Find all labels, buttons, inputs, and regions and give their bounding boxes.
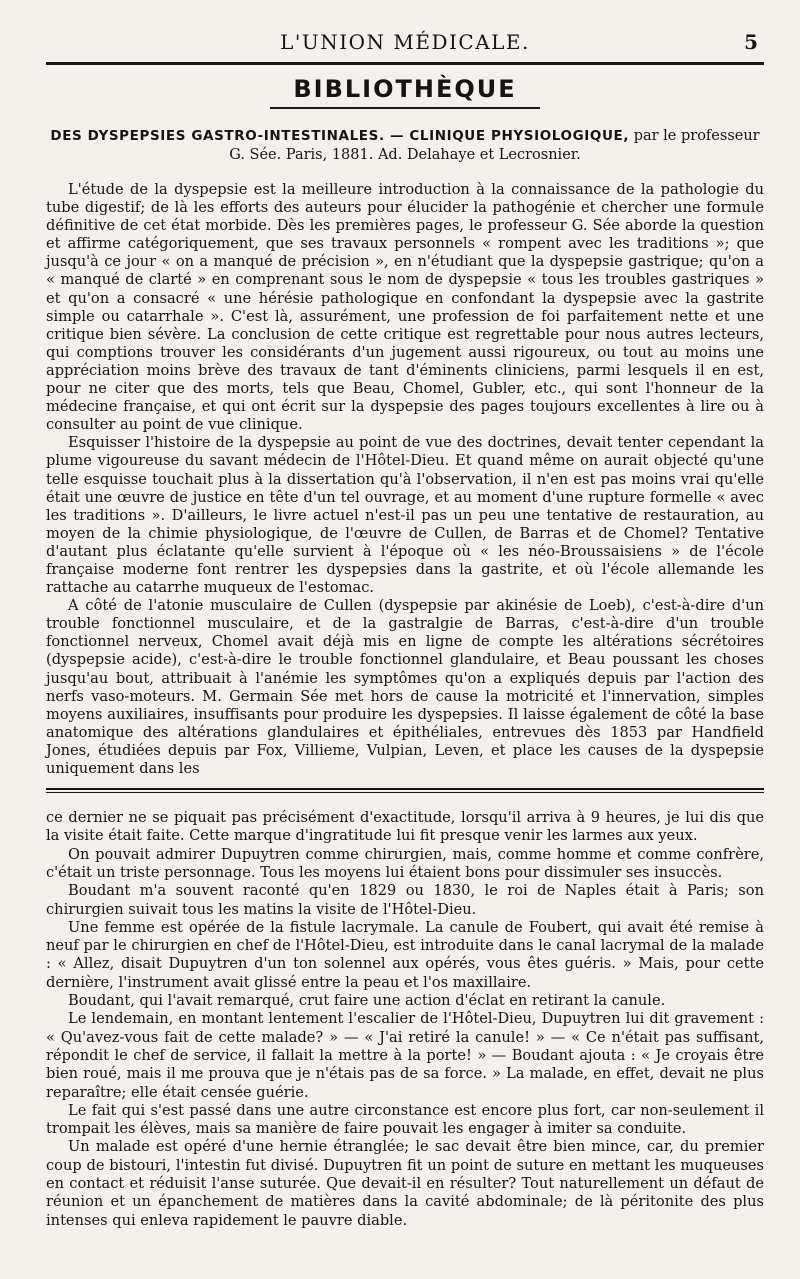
feuilleton-paragraph: Le lendemain, en montant lentement l'escalier de l'Hôtel-Dieu, Dupuytren lui dit gravement : « Qu'avez-vous fait de cette malade? » — « J'ai retiré la canule! » — « Ce n'était pas suffisant, répondit le chef de service, il fallait la mettre à la porte! » — Boudant ajouta : « Je croyais être bien roué, mais il me prouva que je n'étais pas de sa force. » La malade, en effet, devait ne plus reparaître; elle était censée guérie. [46,1010,764,1101]
feuilleton-paragraph: Boudant, qui l'avait remarqué, crut faire une action d'éclat en retirant la canule. [68,992,666,1010]
running-title: L'UNION MÉDICALE. [280,30,530,54]
feuilleton-paragraph: On pouvait admirer Dupuytren comme chirurgien, mais, comme homme et comme confrère, c'était un triste personnage. Tous les moyens lui étaient bons pour dissimuler ses insuccès. [46,845,764,881]
review-body [46,181,764,778]
running-header [46,0,764,62]
feuilleton-paragraph: Un malade est opéré d'une hernie étranglée; le sac devait être bien mince, car, du premier coup de bistouri, l'intestin fut divisé. Dupuytren fit un point de suture en mettant les muqueuses en contact et réduisit l'anse suturée. Que devait-il en résulter? Tout naturellement un défaut de réunion et un épanchement de matières dans la cavité abdominale; de là péritonite des plus intenses qui enleva rapidement le pauvre diable. [46,1138,764,1229]
review-book-author-prefix: par le professeur [633,128,760,144]
review-paragraph: A côté de l'atonie musculaire de Cullen (dyspepsie par akinésie de Loeb), c'est-à-dire d'un trouble fonctionnel musculaire, et de la gastralgie de Barras, c'est-à-dire d'un trouble fonctionnel nerveux, Chomel avait déjà mis en ligne de compte les altérations sécrétoires (dyspepsie acide), c'est-à-dire le trouble fonctionnel glandulaire, et Beau poussant les choses jusqu'au bout, attribuait à l'anémie les symptômes qu'on a expliqués depuis par l'action des nerfs vaso-moteurs. M. Germain Sée met hors de cause la motricité et l'innervation, simples moyens auxiliaires, insuffisants pour produire les dyspepsies. Il laisse également de côté la base anatomique des altérations glandulaires et épithéliales, entrevues dès 1853 par Handfield Jones, étudiées depuis par Fox, Villieme, Vulpian, Leven, et place les causes de la dyspepsie uniquement dans les [46,597,764,777]
section-title: BIBLIOTHÈQUE [293,75,517,103]
header-rule [46,62,764,65]
feuilleton-paragraph: Une femme est opérée de la fistule lacrymale. La canule de Foubert, qui avait été remise à neuf par le chirurgien en chef de l'Hôtel-Dieu, est introduite dans le canal lacrymal de la malade : « Allez, disait Dupuytren d'un ton solennel aux opérés, vous êtes guéris. » Mais, pour cette dernière, l'instrument avait glissé entre la peau et l'os maxillaire. [46,918,764,991]
feuilleton-body [46,809,764,1230]
review-paragraph: Esquisser l'histoire de la dyspepsie au point de vue des doctrines, devait tenter cependant la plume vigoureuse du savant médecin de l'Hôtel-Dieu. Et quand même on aurait objecté qu'une telle esquisse touchait plus à la dissertation qu'à l'observation, il n'en est pas moins vrai qu'elle était une œuvre de justice en tête d'un tel ouvrage, et au moment d'une rupture formelle « avec les traditions ». D'ailleurs, le livre actuel n'est-il pas un peu une tentative de restauration, au moyen de la chimie physiologique, de l'œuvre de Cullen, de Barras et de Chomel? Tentative d'autant plus éclatante qu'elle survient à l'époque où « les néo-Broussaisiens » de l'école française moderne font rentrer les dyspepsies dans la gastrite, et où l'école allemande les rattache au catarrhe muqueux de l'estomac. [46,434,764,597]
review-book-title: DES DYSPEPSIES GASTRO-INTESTINALES. — CLINIQUE PHYSIOLOGIQUE, [50,128,630,144]
feuilleton-paragraph: Le fait qui s'est passé dans une autre circonstance est encore plus fort, car non-seulement il trompait les élèves, mais sa manière de faire pouvait les engager à imiter sa conduite. [46,1101,764,1138]
page-number: 5 [744,30,758,54]
review-heading [46,127,764,165]
feuilleton-paragraph: Boudant m'a souvent raconté qu'en 1829 ou 1830, le roi de Naples était à Paris; son chirurgien suivait tous les matins la visite de l'Hôtel-Dieu. [46,882,764,918]
feuilleton-paragraph: ce dernier ne se piquait pas précisément d'exactitude, lorsqu'il arriva à 9 heures, je lui dis que la visite était faite. Cette marque d'ingratitude lui fit presque venir les larmes aux yeux. [46,809,764,845]
review-paragraph: L'étude de la dyspepsie est la meilleure introduction à la connaissance de la pathologie du tube digestif; de là les efforts des auteurs pour élucider la pathogénie et chercher une formule définitive de cet état morbide. Dès les premières pages, le professeur G. Sée aborde la question et affirme catégoriquement, que ses travaux personnels « rompent avec les traditions »; que jusqu'à ce jour « on a manqué de précision », en n'étudiant que la dyspepsie gastrique; qu'on a « manqué de clarté » en comprenant sous le nom de dyspepsie « tous les troubles gastriques » et qu'on a consacré « une hérésie pathologique en confondant la dyspepsie avec la gastrite simple ou catarrhale ». C'est là, assurément, une profession de foi parfaitement nette et une critique bien sévère. La conclusion de cette critique est regrettable pour nous autres lecteurs, qui comptions trouver les considérants d'un jugement aussi rigoureux, ou tout au moins une appréciation moins brève des travaux de tant d'éminents cliniciens, parmi lesquels il en est, pour ne citer que des morts, tels que Beau, Chomel, Gubler, etc., qui sont l'honneur de la médecine française, et qui ont écrit sur la dyspepsie des pages toujours excellentes à lire ou à consulter au point de vue clinique. [46,181,764,434]
section-title-rule [270,107,540,109]
feuilleton-separator [46,788,764,793]
review-citation: G. Sée. Paris, 1881. Ad. Delahaye et Lecrosnier. [229,147,581,163]
